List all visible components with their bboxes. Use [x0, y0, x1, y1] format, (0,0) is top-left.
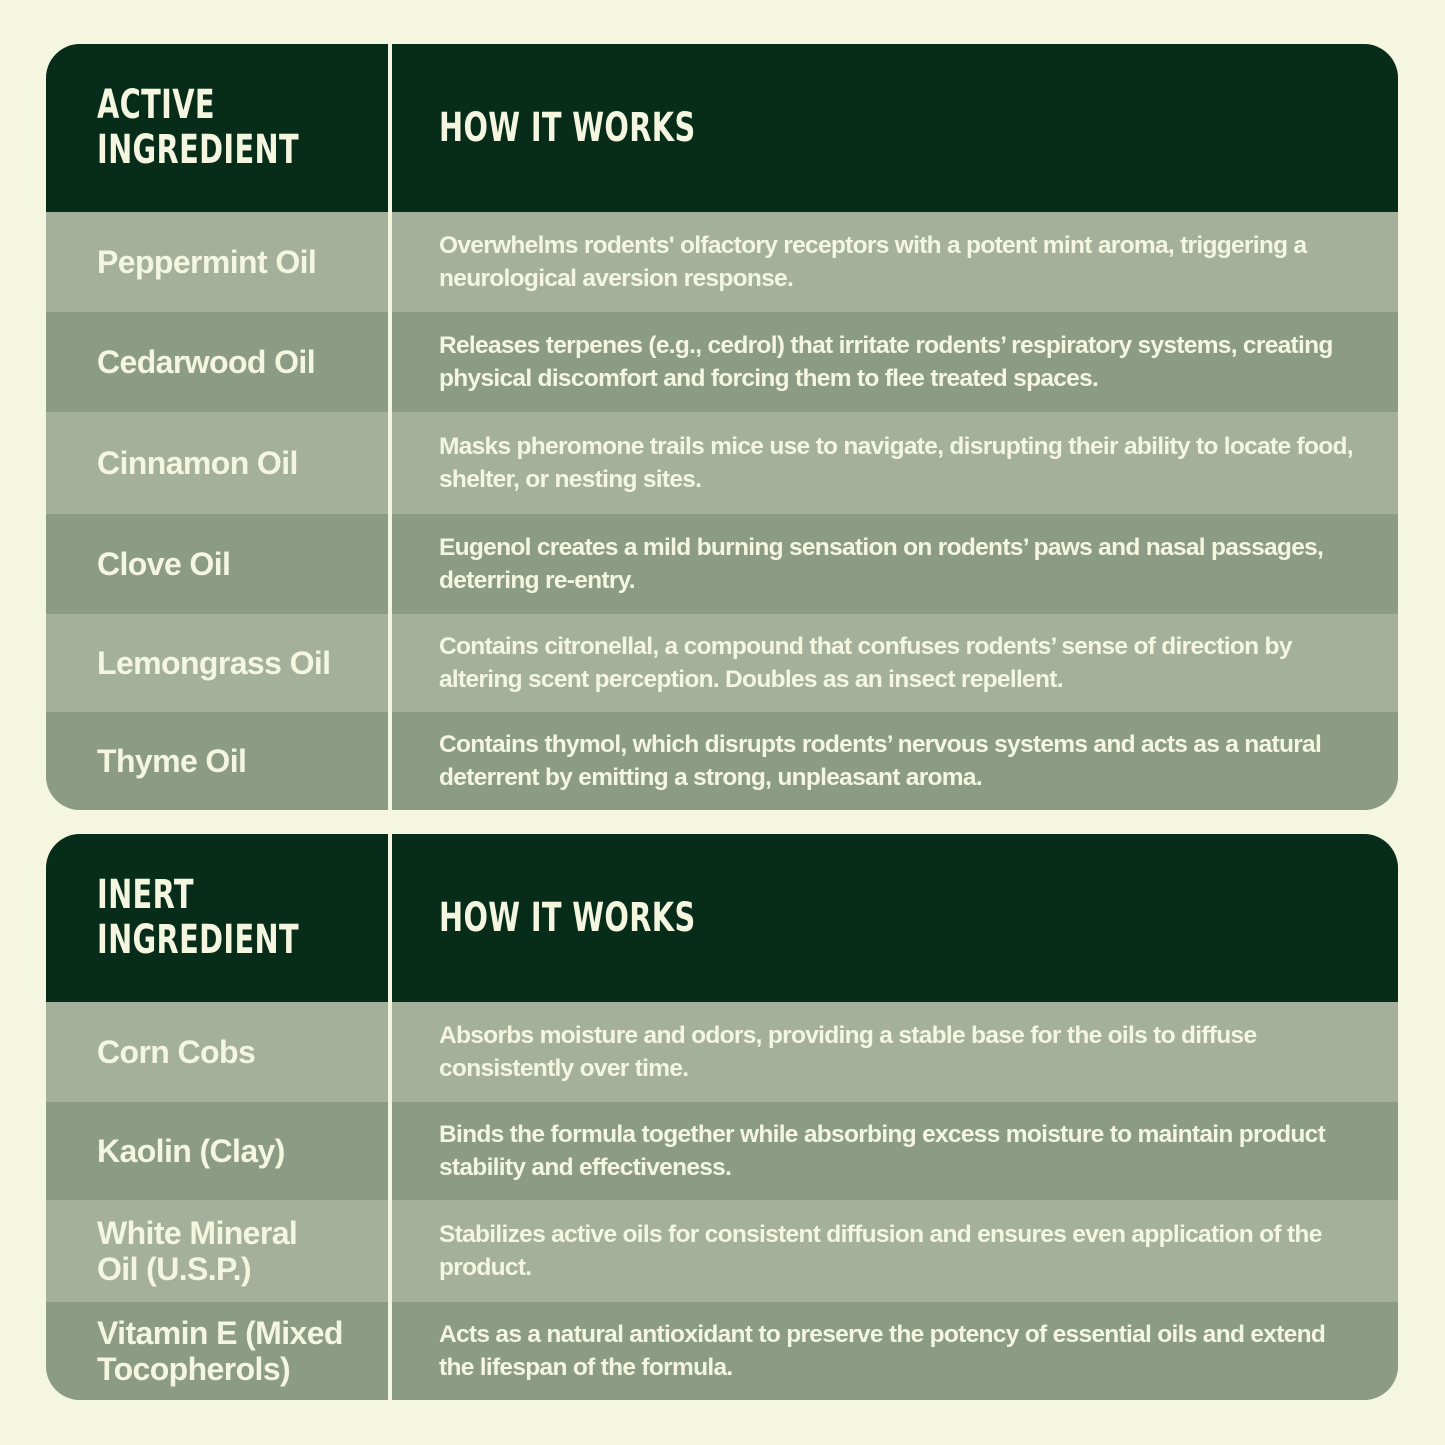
- ingredient-description: Overwhelms rodents' olfactory receptors with a potent mint aroma, triggering a neurological aversion response.: [439, 232, 1307, 292]
- table-row: [46, 712, 1398, 810]
- header-cell-how: [392, 834, 1398, 1002]
- ingredient-description: Contains thymol, which disrupts rodents’ nervous systems and acts as a natural deterrent by emitting a strong, unpleasant aroma.: [439, 731, 1322, 791]
- ingredient-name: Thyme Oil: [97, 743, 247, 779]
- header-cell-ingredient: [46, 44, 392, 212]
- ingredient-description: Binds the formula together while absorbing excess moisture to maintain product stability and effectiveness.: [439, 1121, 1326, 1181]
- ingredient-name: Corn Cobs: [97, 1034, 256, 1070]
- ingredient-description: Acts as a natural antioxidant to preserve the potency of essential oils and extend the lifespan of the formula.: [439, 1321, 1326, 1381]
- ingredient-name: Cedarwood Oil: [97, 344, 315, 380]
- ingredient-description: Eugenol creates a mild burning sensation on rodents’ paws and nasal passages, deterring re-entry.: [439, 534, 1324, 594]
- header-cell-ingredient: [46, 834, 392, 1002]
- header-inert-ingredient: INERT INGREDIENT: [97, 872, 299, 963]
- table-row: [46, 1200, 1398, 1302]
- table-row: [46, 1102, 1398, 1200]
- ingredient-name: Kaolin (Clay): [97, 1133, 285, 1169]
- table-row: [46, 614, 1398, 712]
- ingredient-description: Releases terpenes (e.g., cedrol) that irritate rodents’ respiratory systems, creating physical discomfort and forcing them to flee treated spaces.: [439, 332, 1333, 392]
- ingredient-description: Contains citronellal, a compound that confuses rodents’ sense of direction by altering scent perception. Doubles as an insect repellent.: [439, 633, 1292, 693]
- ingredient-name: White Mineral Oil (U.S.P.): [97, 1215, 298, 1287]
- ingredient-name: Vitamin E (Mixed Tocopherols): [97, 1315, 343, 1387]
- table-row: [46, 212, 1398, 312]
- ingredient-description: Absorbs moisture and odors, providing a stable base for the oils to diffuse consistently over time.: [439, 1022, 1257, 1082]
- ingredient-name: Clove Oil: [97, 546, 231, 582]
- table-row: [46, 412, 1398, 514]
- header-how-it-works: HOW IT WORKS: [439, 104, 696, 151]
- header-how-it-works: HOW IT WORKS: [439, 894, 696, 941]
- header-active-ingredient: ACTIVE INGREDIENT: [97, 82, 299, 173]
- ingredient-name: Peppermint Oil: [97, 244, 317, 280]
- active-ingredient-table: [46, 44, 1398, 810]
- ingredient-name: Lemongrass Oil: [97, 645, 331, 681]
- table-row: [46, 514, 1398, 614]
- table-row: [46, 312, 1398, 412]
- header-cell-how: [392, 44, 1398, 212]
- ingredient-description: Masks pheromone trails mice use to navigate, disrupting their ability to locate food, shelter, or nesting sites.: [439, 433, 1353, 493]
- ingredient-name: Cinnamon Oil: [97, 445, 298, 481]
- table-row: [46, 1302, 1398, 1400]
- table-header: [46, 44, 1398, 212]
- inert-ingredient-table: [46, 834, 1398, 1400]
- ingredient-description: Stabilizes active oils for consistent diffusion and ensures even application of the product.: [439, 1221, 1322, 1281]
- table-row: [46, 1002, 1398, 1102]
- table-header: [46, 834, 1398, 1002]
